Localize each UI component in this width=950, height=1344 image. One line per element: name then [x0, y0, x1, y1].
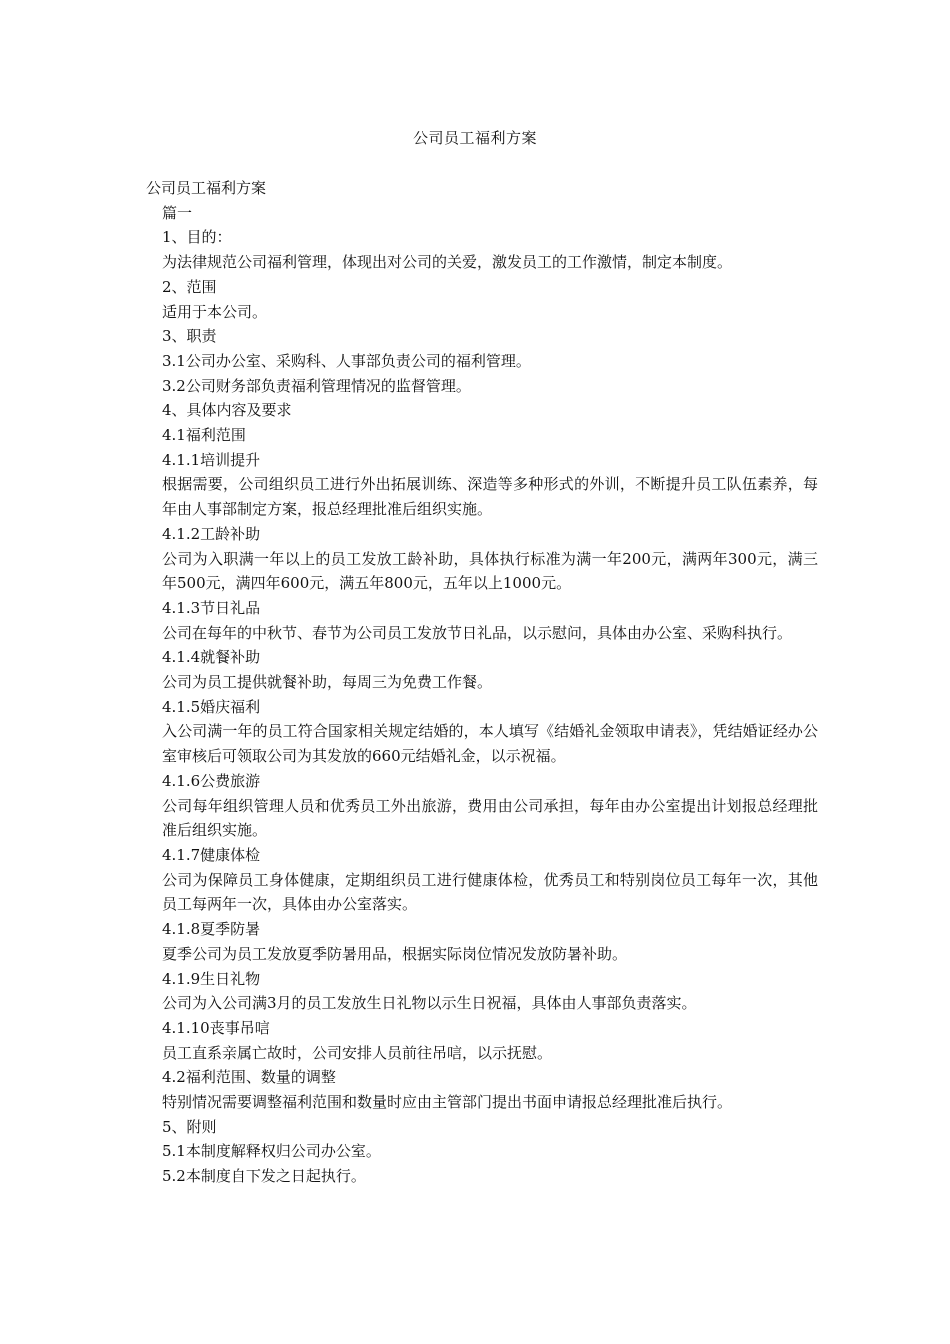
- paragraph: 公司为入职满一年以上的员工发放工龄补助，具体执行标准为满一年200元，满两年300元，满三年500元，满四年600元，满五年800元，五年以上1000元。: [162, 549, 818, 593]
- paragraph: 5.1本制度解释权归公司办公室。: [162, 1142, 381, 1161]
- page-title: 公司员工福利方案: [412, 129, 537, 147]
- paragraph: 公司每年组织管理人员和优秀员工外出旅游，费用由公司承担，每年由办公室提出计划报总经理批准后组织实施。: [162, 796, 818, 840]
- subsection-heading: 4.2福利范围、数量的调整: [162, 1068, 336, 1087]
- item-heading: 4.1.3节日礼品: [162, 598, 261, 617]
- paragraph: 特别情况需要调整福利范围和数量时应由主管部门提出书面申请报总经理批准后执行。: [162, 1093, 733, 1112]
- item-heading: 4.1.4就餐补助: [162, 648, 261, 667]
- paragraph: 公司为保障员工身体健康，定期组织员工进行健康体检，优秀员工和特别岗位员工每年一次，其他员工每两年一次，具体由办公室落实。: [162, 870, 818, 914]
- paragraph: 员工直系亲属亡故时，公司安排人员前往吊唁，以示抚慰。: [162, 1043, 553, 1062]
- item-heading: 4.1.5婚庆福利: [162, 697, 261, 716]
- section-heading-purpose: 1、目的：: [162, 228, 232, 247]
- paragraph: 3.1公司办公室、采购科、人事部负责公司的福利管理。: [162, 351, 531, 370]
- paragraph: 5.2本制度自下发之日起执行。: [162, 1167, 366, 1186]
- paragraph: 适用于本公司。: [162, 302, 268, 321]
- item-heading: 4.1.7健康体检: [162, 845, 261, 864]
- paragraph: 为法律规范公司福利管理，体现出对公司的关爱，激发员工的工作激情，制定本制度。: [162, 253, 733, 272]
- document-body: [146, 176, 818, 1189]
- paragraph: 夏季公司为员工发放夏季防暑用品，根据实际岗位情况发放防暑补助。: [162, 944, 628, 963]
- section-heading-duties: 3、职责: [162, 327, 217, 346]
- item-heading: 4.1.6公费旅游: [162, 771, 261, 790]
- paragraph: 公司为员工提供就餐补助，每周三为免费工作餐。: [162, 673, 493, 692]
- paragraph: 公司在每年的中秋节、春节为公司员工发放节日礼品，以示慰问，具体由办公室、采购科执行。: [162, 623, 793, 642]
- section-heading-scope: 2、范围: [162, 277, 217, 296]
- paragraph: 公司为入公司满3月的员工发放生日礼物以示生日祝福，具体由人事部负责落实。: [162, 994, 697, 1013]
- item-heading: 4.1.10丧事吊唁: [162, 1018, 270, 1037]
- paragraph: 3.2公司财务部负责福利管理情况的监督管理。: [162, 376, 471, 395]
- item-heading: 4.1.8夏季防暑: [162, 920, 261, 939]
- paragraph: 入公司满一年的员工符合国家相关规定结婚的，本人填写《结婚礼金领取申请表》，凭结婚证经办公室审核后可领取公司为其发放的660元结婚礼金，以示祝福。: [162, 722, 818, 766]
- item-heading: 4.1.2工龄补助: [162, 524, 261, 543]
- document-heading: 公司员工福利方案: [146, 179, 267, 197]
- subsection-heading: 4.1福利范围: [162, 426, 246, 445]
- section-heading-content: 4、具体内容及要求: [162, 401, 292, 420]
- paragraph: 根据需要，公司组织员工进行外出拓展训练、深造等多种形式的外训，不断提升员工队伍素养，每年由人事部制定方案，报总经理批准后组织实施。: [162, 475, 818, 519]
- section-heading-appendix: 5、附则: [162, 1117, 217, 1136]
- item-heading: 4.1.9生日礼物: [162, 969, 261, 988]
- item-heading: 4.1.1培训提升: [162, 450, 261, 469]
- part-label: 篇一: [162, 203, 193, 222]
